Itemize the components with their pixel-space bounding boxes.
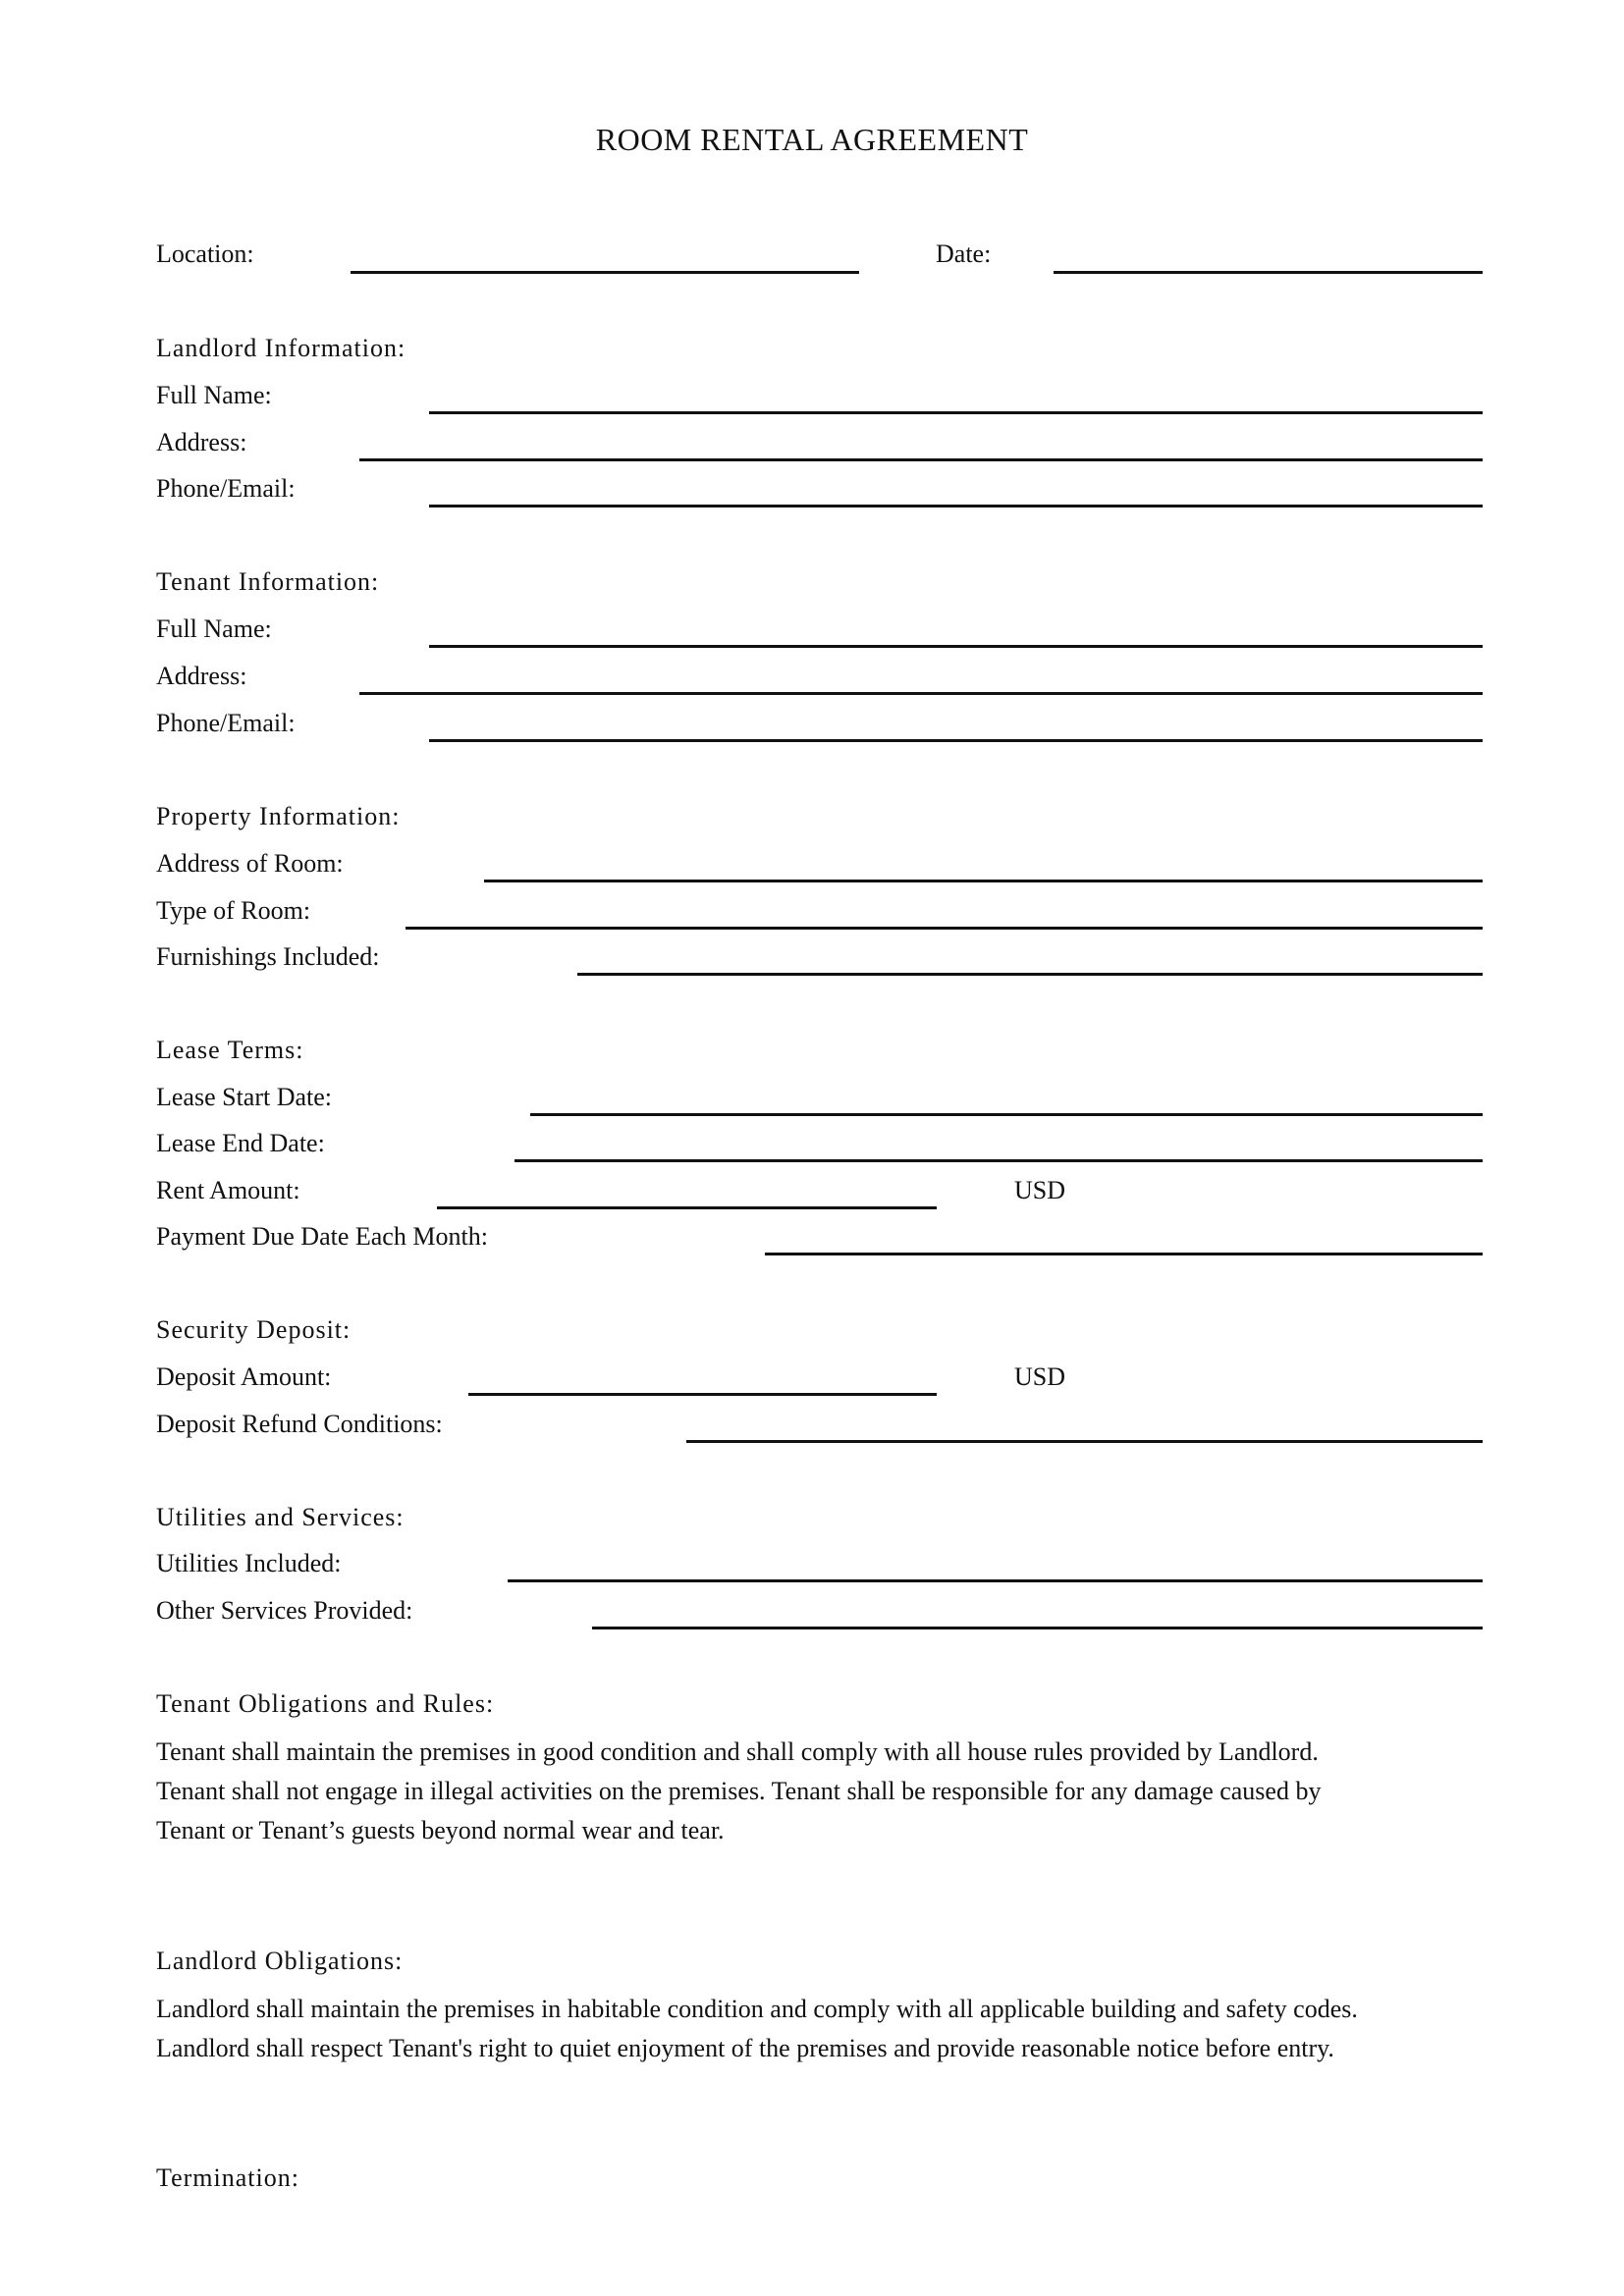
lease-end-field[interactable] [514,1159,1483,1162]
date-field[interactable] [1054,271,1483,274]
rent-amount-label: Rent Amount: [156,1176,300,1204]
deposit-refund-field[interactable] [686,1440,1483,1443]
room-address-label: Address of Room: [156,849,344,878]
furnishings-label: Furnishings Included: [156,942,380,971]
room-type-label: Type of Room: [156,896,311,925]
date-label: Date: [936,240,992,268]
other-services-label: Other Services Provided: [156,1596,413,1625]
tenant-full-name-field[interactable] [429,645,1483,648]
lease-start-label: Lease Start Date: [156,1083,333,1111]
utilities-heading: Utilities and Services: [156,1503,405,1531]
rent-amount-field[interactable] [437,1206,937,1209]
tenant-info-heading: Tenant Information: [156,567,380,596]
termination-heading: Termination: [156,2163,299,2192]
furnishings-field[interactable] [577,973,1483,976]
property-info-heading: Property Information: [156,802,401,830]
room-address-field[interactable] [484,880,1483,882]
document-title: ROOM RENTAL AGREEMENT [595,122,1029,157]
landlord-info-heading: Landlord Information: [156,334,406,362]
payment-due-field[interactable] [765,1253,1483,1255]
security-deposit-heading: Security Deposit: [156,1315,352,1344]
payment-due-label: Payment Due Date Each Month: [156,1222,488,1251]
lease-start-field[interactable] [530,1113,1483,1116]
tenant-obligations-line: Tenant shall not engage in illegal activities on the premises. Tenant shall be responsible for any damage caused by [156,1777,1322,1805]
landlord-contact-label: Phone/Email: [156,474,296,503]
lease-end-label: Lease End Date: [156,1129,325,1157]
room-type-field[interactable] [406,927,1483,930]
tenant-obligations-text [156,1733,1491,1850]
landlord-obligations-heading: Landlord Obligations: [156,1947,404,1975]
utilities-included-field[interactable] [508,1579,1483,1582]
rent-currency: USD [1014,1176,1066,1204]
tenant-contact-label: Phone/Email: [156,709,296,737]
utilities-included-label: Utilities Included: [156,1549,342,1577]
other-services-field[interactable] [592,1627,1483,1629]
deposit-currency: USD [1014,1362,1066,1391]
location-field[interactable] [351,271,859,274]
landlord-address-label: Address: [156,428,247,456]
deposit-amount-field[interactable] [468,1393,937,1396]
location-label: Location: [156,240,254,268]
landlord-full-name-field[interactable] [429,411,1483,414]
deposit-refund-label: Deposit Refund Conditions: [156,1410,443,1438]
landlord-obligations-line: Landlord shall maintain the premises in habitable condition and comply with all applicable building and safety codes. [156,1995,1358,2023]
tenant-contact-field[interactable] [429,739,1483,742]
tenant-address-field[interactable] [359,692,1483,695]
deposit-amount-label: Deposit Amount: [156,1362,332,1391]
landlord-address-field[interactable] [359,458,1483,461]
landlord-full-name-label: Full Name: [156,381,272,409]
landlord-obligations-text [156,1990,1491,2068]
tenant-address-label: Address: [156,662,247,690]
landlord-contact-field[interactable] [429,505,1483,507]
tenant-full-name-label: Full Name: [156,614,272,643]
lease-terms-heading: Lease Terms: [156,1036,304,1064]
tenant-obligations-line: Tenant shall maintain the premises in good condition and shall comply with all house rules provided by Landlord. [156,1737,1319,1766]
tenant-obligations-line: Tenant or Tenant’s guests beyond normal wear and tear. [156,1816,725,1844]
landlord-obligations-line: Landlord shall respect Tenant's right to quiet enjoyment of the premises and provide reasonable notice before entry. [156,2034,1334,2062]
tenant-obligations-heading: Tenant Obligations and Rules: [156,1689,495,1718]
